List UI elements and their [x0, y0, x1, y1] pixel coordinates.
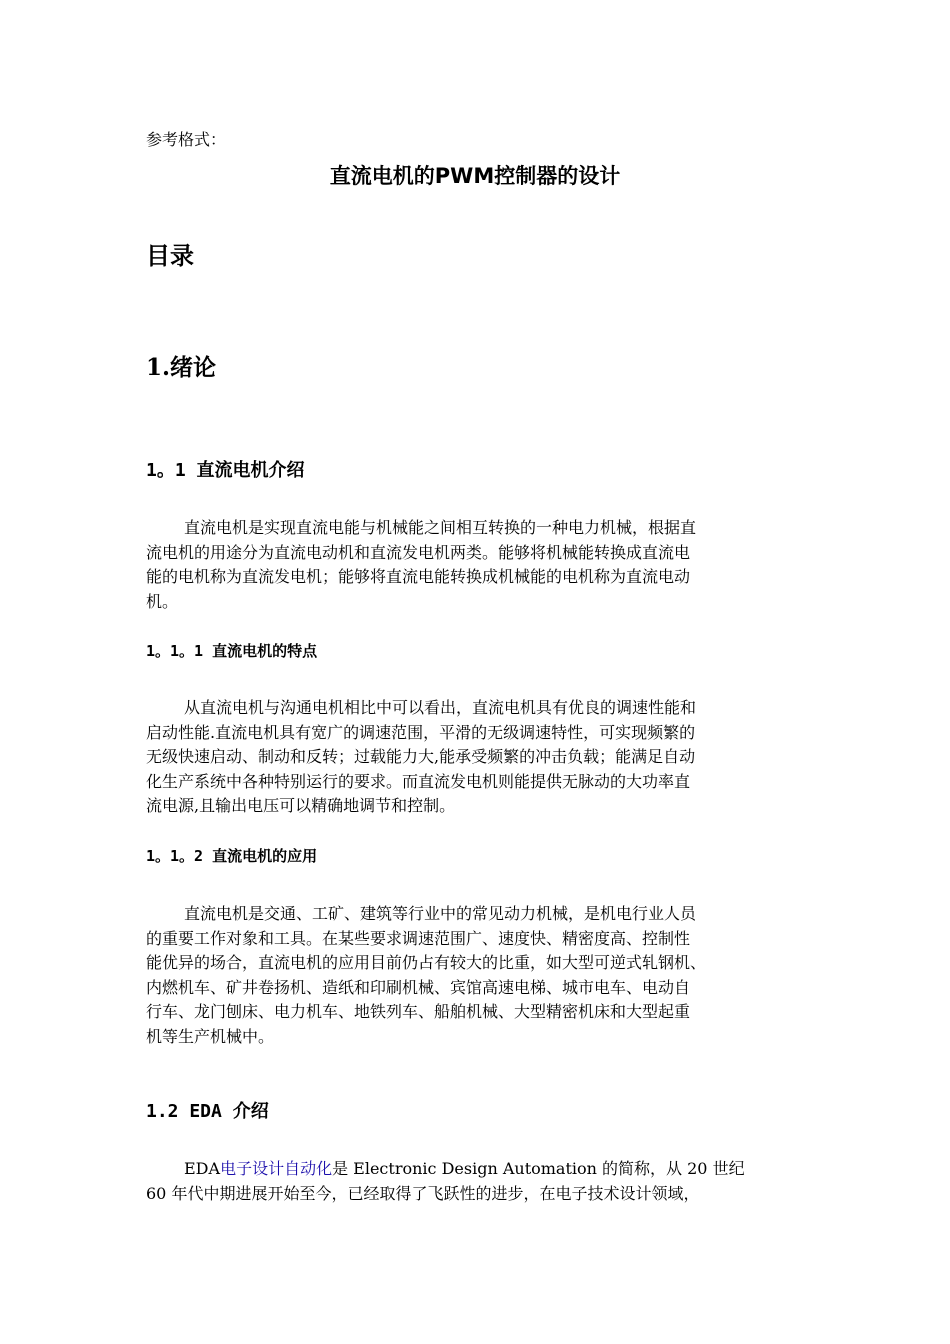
chapter-1-heading: 1.绪论: [146, 354, 217, 381]
section-1-1-1-heading: 1。1。1 直流电机的特点: [146, 642, 318, 660]
paragraph-dc-motor-features: [146, 696, 826, 819]
document-title: 直流电机的PWM控制器的设计: [329, 164, 621, 188]
text-line: [146, 1157, 826, 1182]
text-line: 行车、龙门刨床、电力机车、地铁列车、船舶机械、大型精密机床和大型起重: [146, 1002, 691, 1022]
paragraph-eda-intro: [146, 1157, 826, 1206]
toc-heading: 目录: [146, 242, 194, 270]
reference-format-label: 参考格式：: [146, 130, 227, 149]
text-line: 能优异的场合，直流电机的应用目前仍占有较大的比重，如大型可逆式轧钢机、: [146, 953, 707, 973]
text-line: 无级快速启动、制动和反转；过载能力大,能承受频繁的冲击负载；能满足自动: [146, 747, 696, 767]
section-1-1-2-heading: 1。1。2 直流电机的应用: [146, 847, 318, 865]
eda-link[interactable]: 电子设计自动化: [220, 1159, 333, 1178]
text-line: 能的电机称为直流发电机；能够将直流电能转换成机械能的电机称为直流电动: [146, 567, 691, 587]
text-line: 的重要工作对象和工具。在某些要求调速范围广、速度快、精密度高、控制性: [146, 928, 691, 948]
text-line: 直流电机是交通、工矿、建筑等行业中的常见动力机械，是机电行业人员: [184, 904, 697, 923]
text-line: 机。: [146, 591, 179, 611]
section-1-1-heading: 1。1 直流电机介绍: [146, 460, 305, 481]
text-line: 机等生产机械中。: [146, 1026, 275, 1046]
text-line: 化生产系统中各种特别运行的要求。而直流发电机则能提供无脉动的大功率直: [146, 771, 691, 791]
eda-line-rest: 是 Electronic Design Automation 的简称，从 20 世纪: [332, 1159, 745, 1178]
eda-prefix: EDA: [184, 1159, 221, 1178]
text-line: 从直流电机与沟通电机相比中可以看出，直流电机具有优良的调速性能和: [184, 698, 697, 717]
text-line: 直流电机是实现直流电能与机械能之间相互转换的一种电力机械，根据直: [184, 518, 697, 537]
text-line: 启动性能.直流电机具有宽广的调速范围，平滑的无级调速特性，可实现频繁的: [146, 722, 696, 742]
text-line: 60 年代中期进展开始至今，已经取得了飞跃性的进步，在电子技术设计领域，: [146, 1183, 700, 1203]
text-line: 流电机的用途分为直流电动机和直流发电机两类。能够将机械能转换成直流电: [146, 542, 691, 562]
text-line: 内燃机车、矿井卷扬机、造纸和印刷机械、宾馆高速电梯、城市电车、电动自: [146, 977, 691, 997]
text-line: 流电源,且输出电压可以精确地调节和控制。: [146, 796, 456, 816]
section-1-2-heading: 1.2 EDA 介绍: [146, 1101, 269, 1122]
paragraph-dc-motor-intro: [146, 516, 826, 614]
paragraph-dc-motor-applications: [146, 902, 826, 1050]
